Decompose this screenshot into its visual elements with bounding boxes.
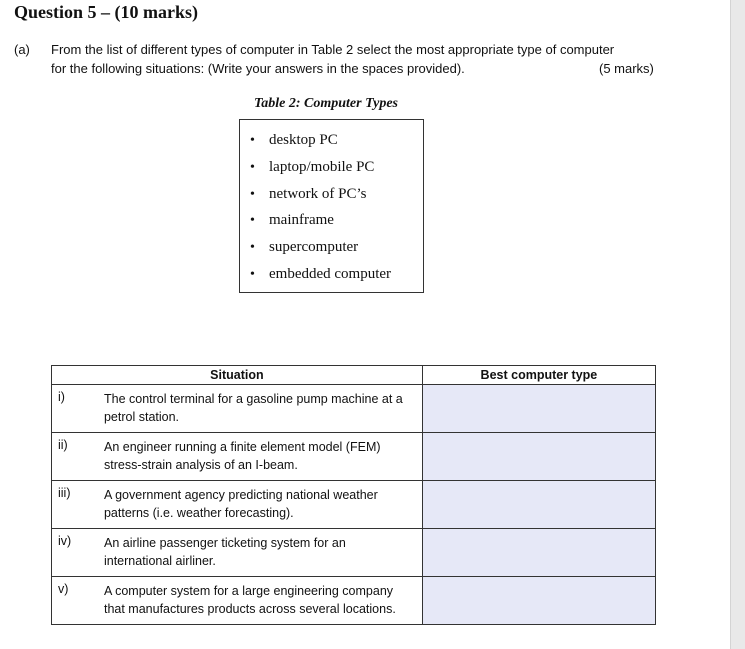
situation-text: [89, 433, 422, 481]
situation-line-2: international airliner.: [103, 554, 216, 568]
question-intro-line-1: From the list of different types of computer in Table 2 select the most appropriate type of computer: [51, 42, 615, 57]
bullet-icon: •: [250, 267, 255, 282]
row-number: i): [52, 385, 89, 433]
list-item-label: mainframe: [269, 212, 334, 228]
answer-field[interactable]: [422, 481, 655, 529]
list-item-label: desktop PC: [269, 132, 338, 148]
situation-text: [89, 481, 422, 529]
list-item: [250, 159, 374, 176]
answer-field[interactable]: [422, 529, 655, 577]
list-item-label: embedded computer: [269, 266, 392, 282]
situation-line-1: A government agency predicting national weather: [103, 488, 378, 502]
table-header-row: [52, 366, 656, 385]
bullet-icon: •: [250, 213, 255, 228]
list-item: [250, 132, 338, 149]
vertical-scrollbar[interactable]: [730, 0, 745, 649]
question-intro-line-2: for the following situations: (Write your answers in the spaces provided).: [51, 61, 465, 76]
row-number: iv): [52, 529, 89, 577]
answer-field[interactable]: [422, 577, 655, 625]
table-caption: Table 2: Computer Types: [254, 96, 399, 111]
answer-field[interactable]: [422, 385, 655, 433]
list-item: [250, 266, 391, 283]
table-row: [52, 433, 656, 481]
list-item: [250, 239, 358, 256]
marks-label: (5 marks): [599, 61, 654, 76]
part-label: (a): [14, 42, 30, 57]
answer-field[interactable]: [422, 433, 655, 481]
header-situation: Situation: [52, 366, 423, 385]
row-number: v): [52, 577, 89, 625]
list-item: [250, 212, 334, 229]
situation-line-2: patterns (i.e. weather forecasting).: [103, 506, 294, 520]
header-best-computer-type: Best computer type: [422, 366, 655, 385]
list-item-label: network of PC’s: [269, 186, 367, 202]
situation-line-1: The control terminal for a gasoline pump machine at a: [103, 392, 403, 406]
situation-line-2: that manufactures products across several locations.: [103, 602, 396, 616]
situations-table: [51, 365, 656, 625]
situation-line-1: An engineer running a finite element model (FEM): [103, 440, 381, 454]
row-number: iii): [52, 481, 89, 529]
situation-line-2: petrol station.: [103, 410, 180, 424]
table-row: [52, 385, 656, 433]
situation-text: [89, 529, 422, 577]
list-item-label: supercomputer: [269, 239, 359, 255]
question-title: Question 5 – (10 marks): [14, 2, 198, 22]
list-item: [250, 186, 367, 203]
list-item-label: laptop/mobile PC: [269, 159, 375, 175]
computer-types-box: [239, 119, 424, 293]
bullet-icon: •: [250, 133, 255, 148]
situation-line-1: An airline passenger ticketing system for an: [103, 536, 346, 550]
bullet-icon: •: [250, 187, 255, 202]
situation-text: [89, 385, 422, 433]
table-row: [52, 529, 656, 577]
row-number: ii): [52, 433, 89, 481]
table-row: [52, 481, 656, 529]
bullet-icon: •: [250, 160, 255, 175]
situation-line-1: A computer system for a large engineering company: [103, 584, 394, 598]
situation-text: [89, 577, 422, 625]
situation-line-2: stress-strain analysis of an I-beam.: [103, 458, 298, 472]
bullet-icon: •: [250, 240, 255, 255]
table-row: [52, 577, 656, 625]
